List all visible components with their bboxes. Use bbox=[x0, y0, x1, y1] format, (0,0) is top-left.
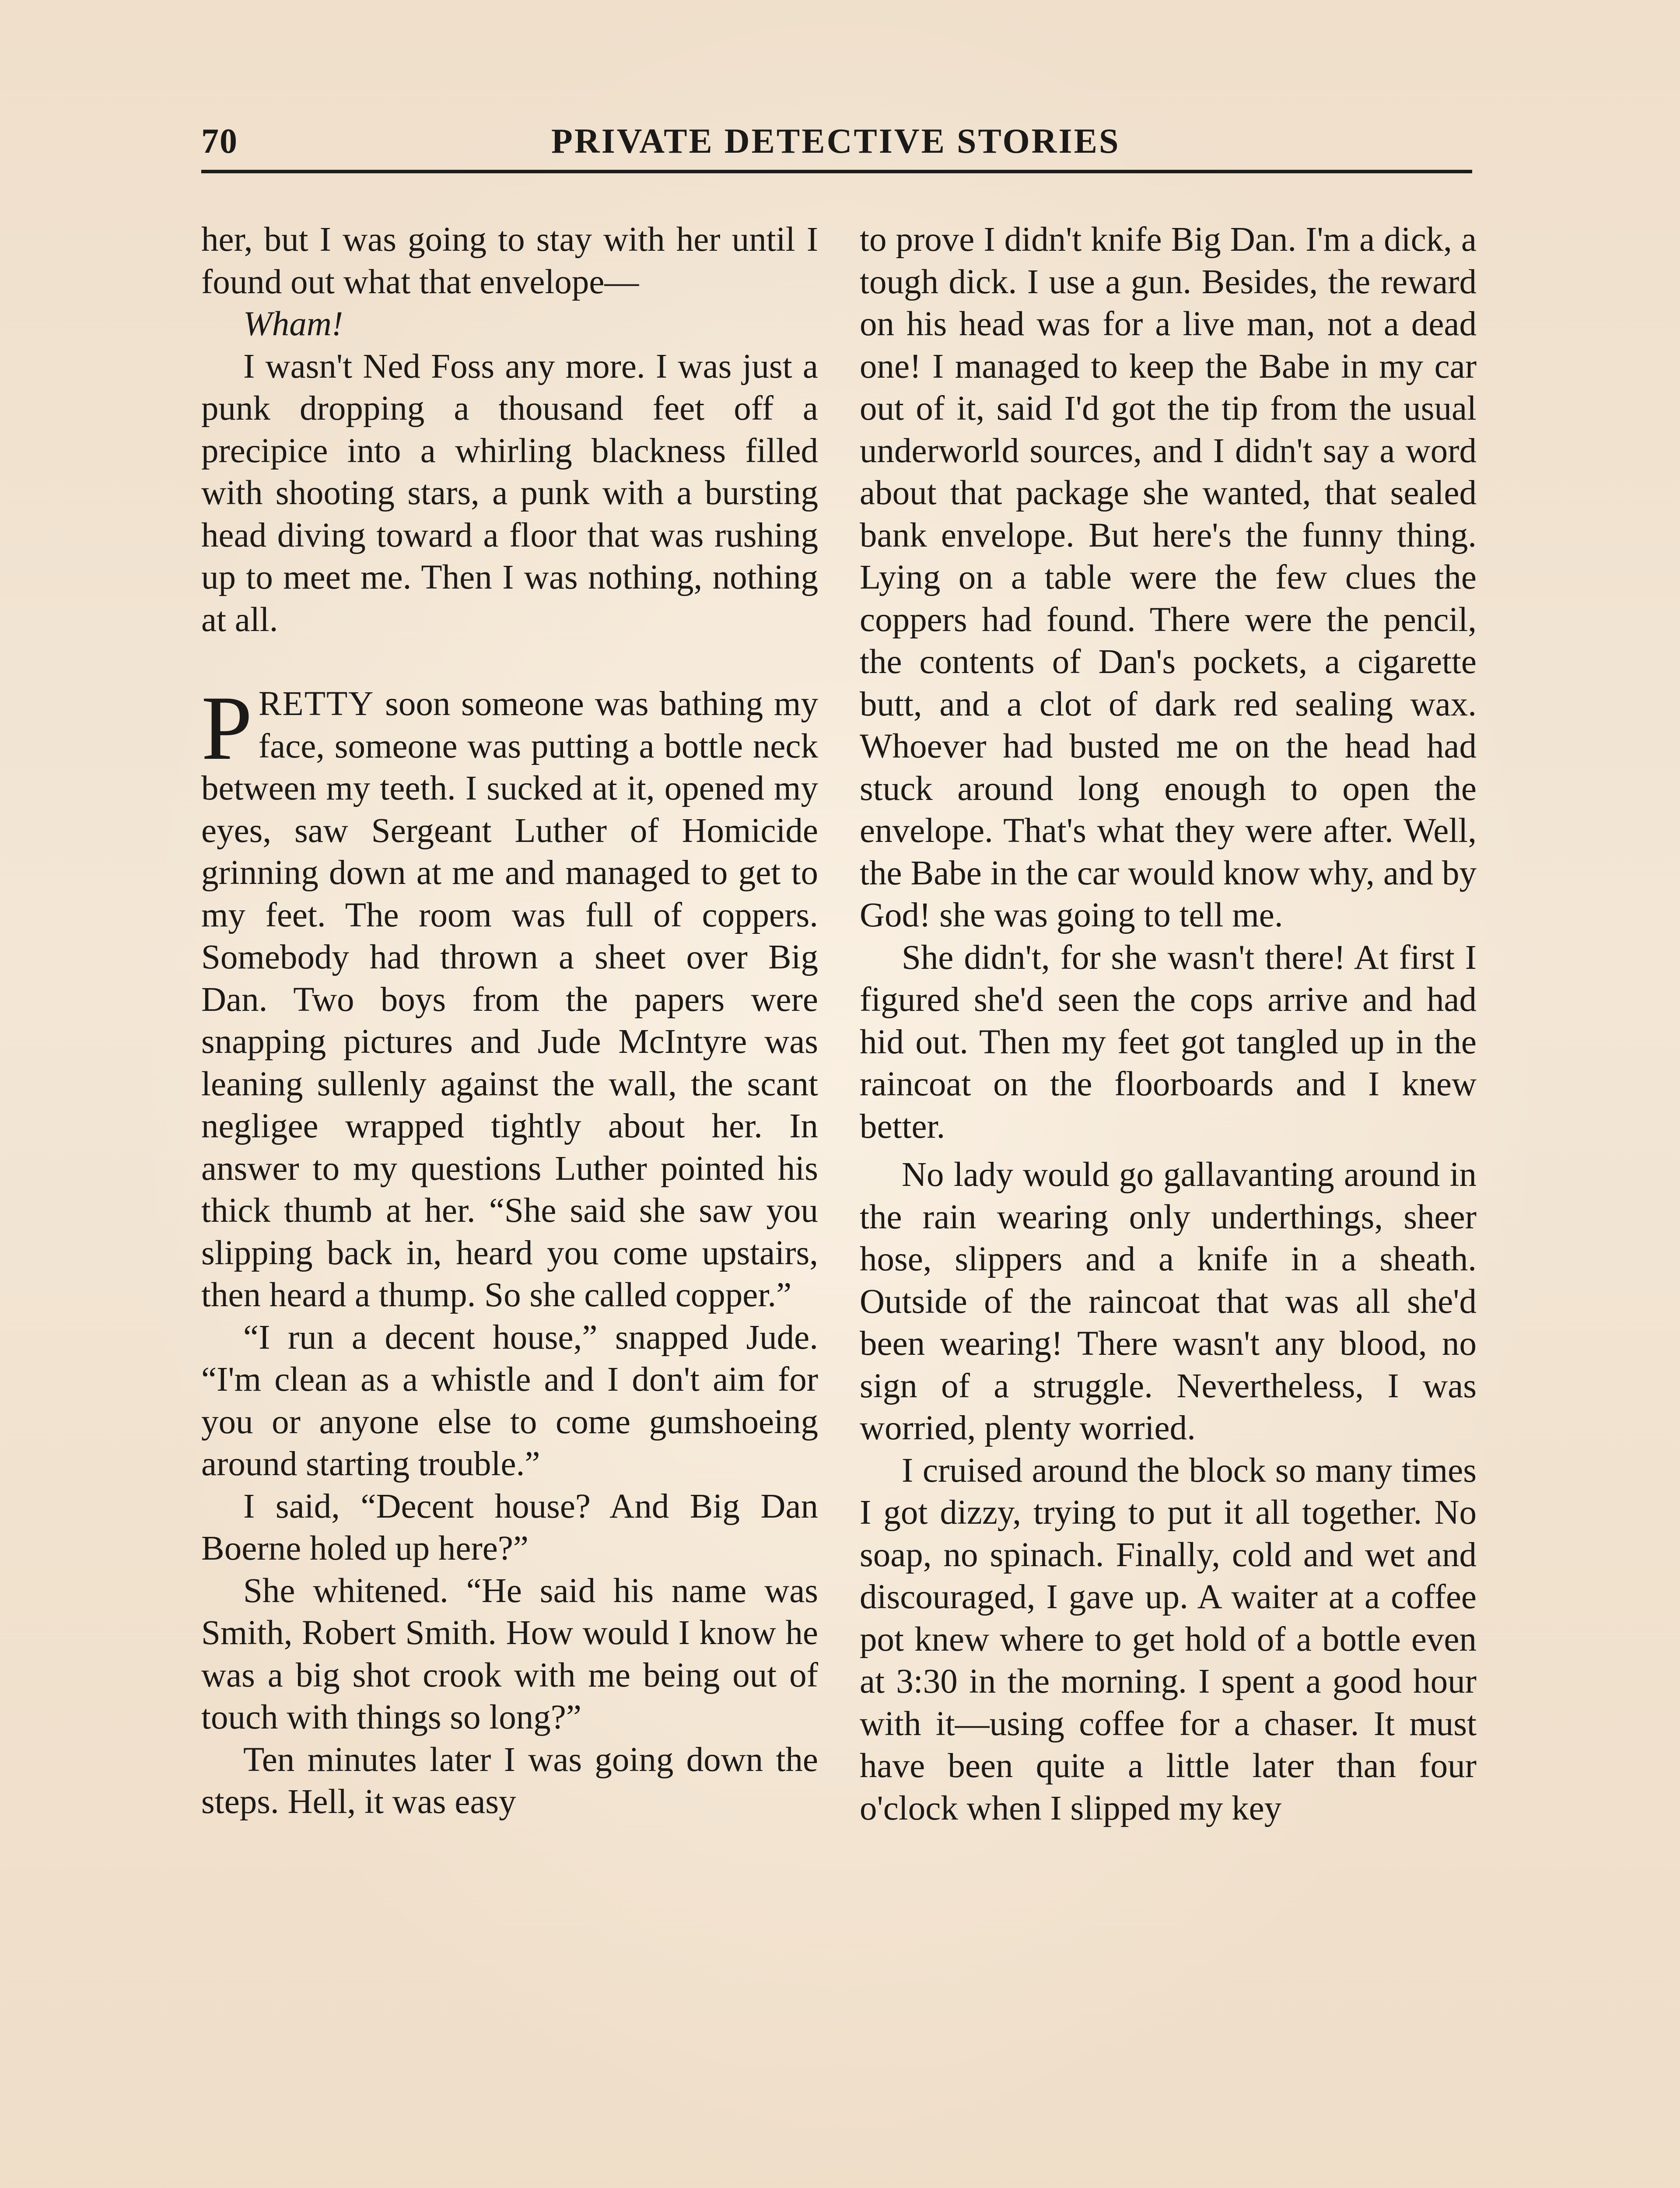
paragraph: I cruised around the block so many times I got dizzy, trying to put it all together. No soap, no spinach. Finally, cold and wet and discouraged, I gave up. A waiter at a coffee pot knew where to get hold of a bottle even at 3:30 in the morning. I spent a good hour with it—using coffee for a chaser. It must have been quite a little later than four o'clock when I slipped my key bbox=[860, 1451, 1477, 1827]
paragraph: “I run a decent house,” snapped Jude. “I'm clean as a whistle and I don't aim for you or anyone else to come gumshoeing around starting trouble.” bbox=[201, 1318, 818, 1483]
paragraph-gap bbox=[860, 1148, 1477, 1154]
paragraph: to prove I didn't knife Big Dan. I'm a dick, a tough dick. I use a gun. Besides, the reward on his head was for a live man, not a dead one! I managed to keep the Babe in my car out of it, said I'd got the tip from the usual underworld sources, and I didn't say a word about that package she wanted, that sealed bank envelope. But here's the funny thing. Lying on a table were the few clues the coppers had found. There were the pencil, the contents of Dan's pockets, a cigarette butt, and a clot of dark red sealing wax. Whoever had busted me on the head had stuck around long enough to open the envelope. That's what they were after. Well, the Babe in the car would know why, and by God! she was going to tell me. bbox=[860, 221, 1477, 934]
paragraph: She didn't, for she wasn't there! At first I figured she'd seen the cops arrive and had hid out. Then my feet got tangled up in the raincoat on the floorboards and I knew better. bbox=[860, 938, 1477, 1146]
dropcap-word-rest: RETTY bbox=[258, 685, 374, 723]
paragraph: I said, “Decent house? And Big Dan Boerne holed up here?” bbox=[201, 1487, 818, 1567]
dropcap-paragraph bbox=[201, 677, 819, 1317]
paragraph-exclamation: Wham! bbox=[243, 305, 343, 343]
section-break bbox=[201, 641, 818, 683]
paragraph-text: soon someone was bathing my face, someone was putting a bottle neck between my teeth. I sucked at it, opened my eyes, saw Sergeant Luther of Homicide grinning down at me and managed to get to my feet. The room was full of coppers. Somebody had thrown a sheet over Big Dan. Two boys from the papers were snapping pictures and Jude McIntyre was leaning sullenly against the wall, the scant negligee wrapped tightly about her. In answer to my questions Luther pointed his thick thumb at her. “She said she saw you slipping back in, heard you come upstairs, then heard a thump. So she called copper.” bbox=[201, 685, 819, 1314]
running-title: PRIVATE DETECTIVE STORIES bbox=[551, 122, 1120, 161]
header-rule bbox=[201, 170, 1472, 173]
right-column bbox=[860, 219, 1477, 1830]
left-column bbox=[201, 219, 818, 1823]
paragraph: I wasn't Ned Foss any more. I was just a punk dropping a thousand feet off a precipice into a whirling blackness filled with shooting stars, a punk with a bursting head diving toward a floor that was rushing up to meet me. Then I was nothing, nothing at all. bbox=[201, 347, 818, 639]
paragraph: her, but I was going to stay with her until I found out what that envelope— bbox=[201, 221, 818, 301]
page-header bbox=[201, 117, 1472, 165]
paragraph: She whitened. “He said his name was Smith, Robert Smith. How would I know he was a big shot crook with me being out of touch with things so long?” bbox=[201, 1571, 818, 1736]
paragraph: No lady would go gallavanting around in the rain wearing only underthings, sheer hose, slippers and a knife in a sheath. Outside of the raincoat that was all she'd been wearing! There wasn't any blood, no sign of a struggle. Nevertheless, I was worried, plenty worried. bbox=[860, 1156, 1477, 1447]
page-number: 70 bbox=[201, 122, 238, 161]
paragraph: Ten minutes later I was going down the steps. Hell, it was easy bbox=[201, 1740, 818, 1821]
drop-cap: P bbox=[201, 677, 252, 779]
